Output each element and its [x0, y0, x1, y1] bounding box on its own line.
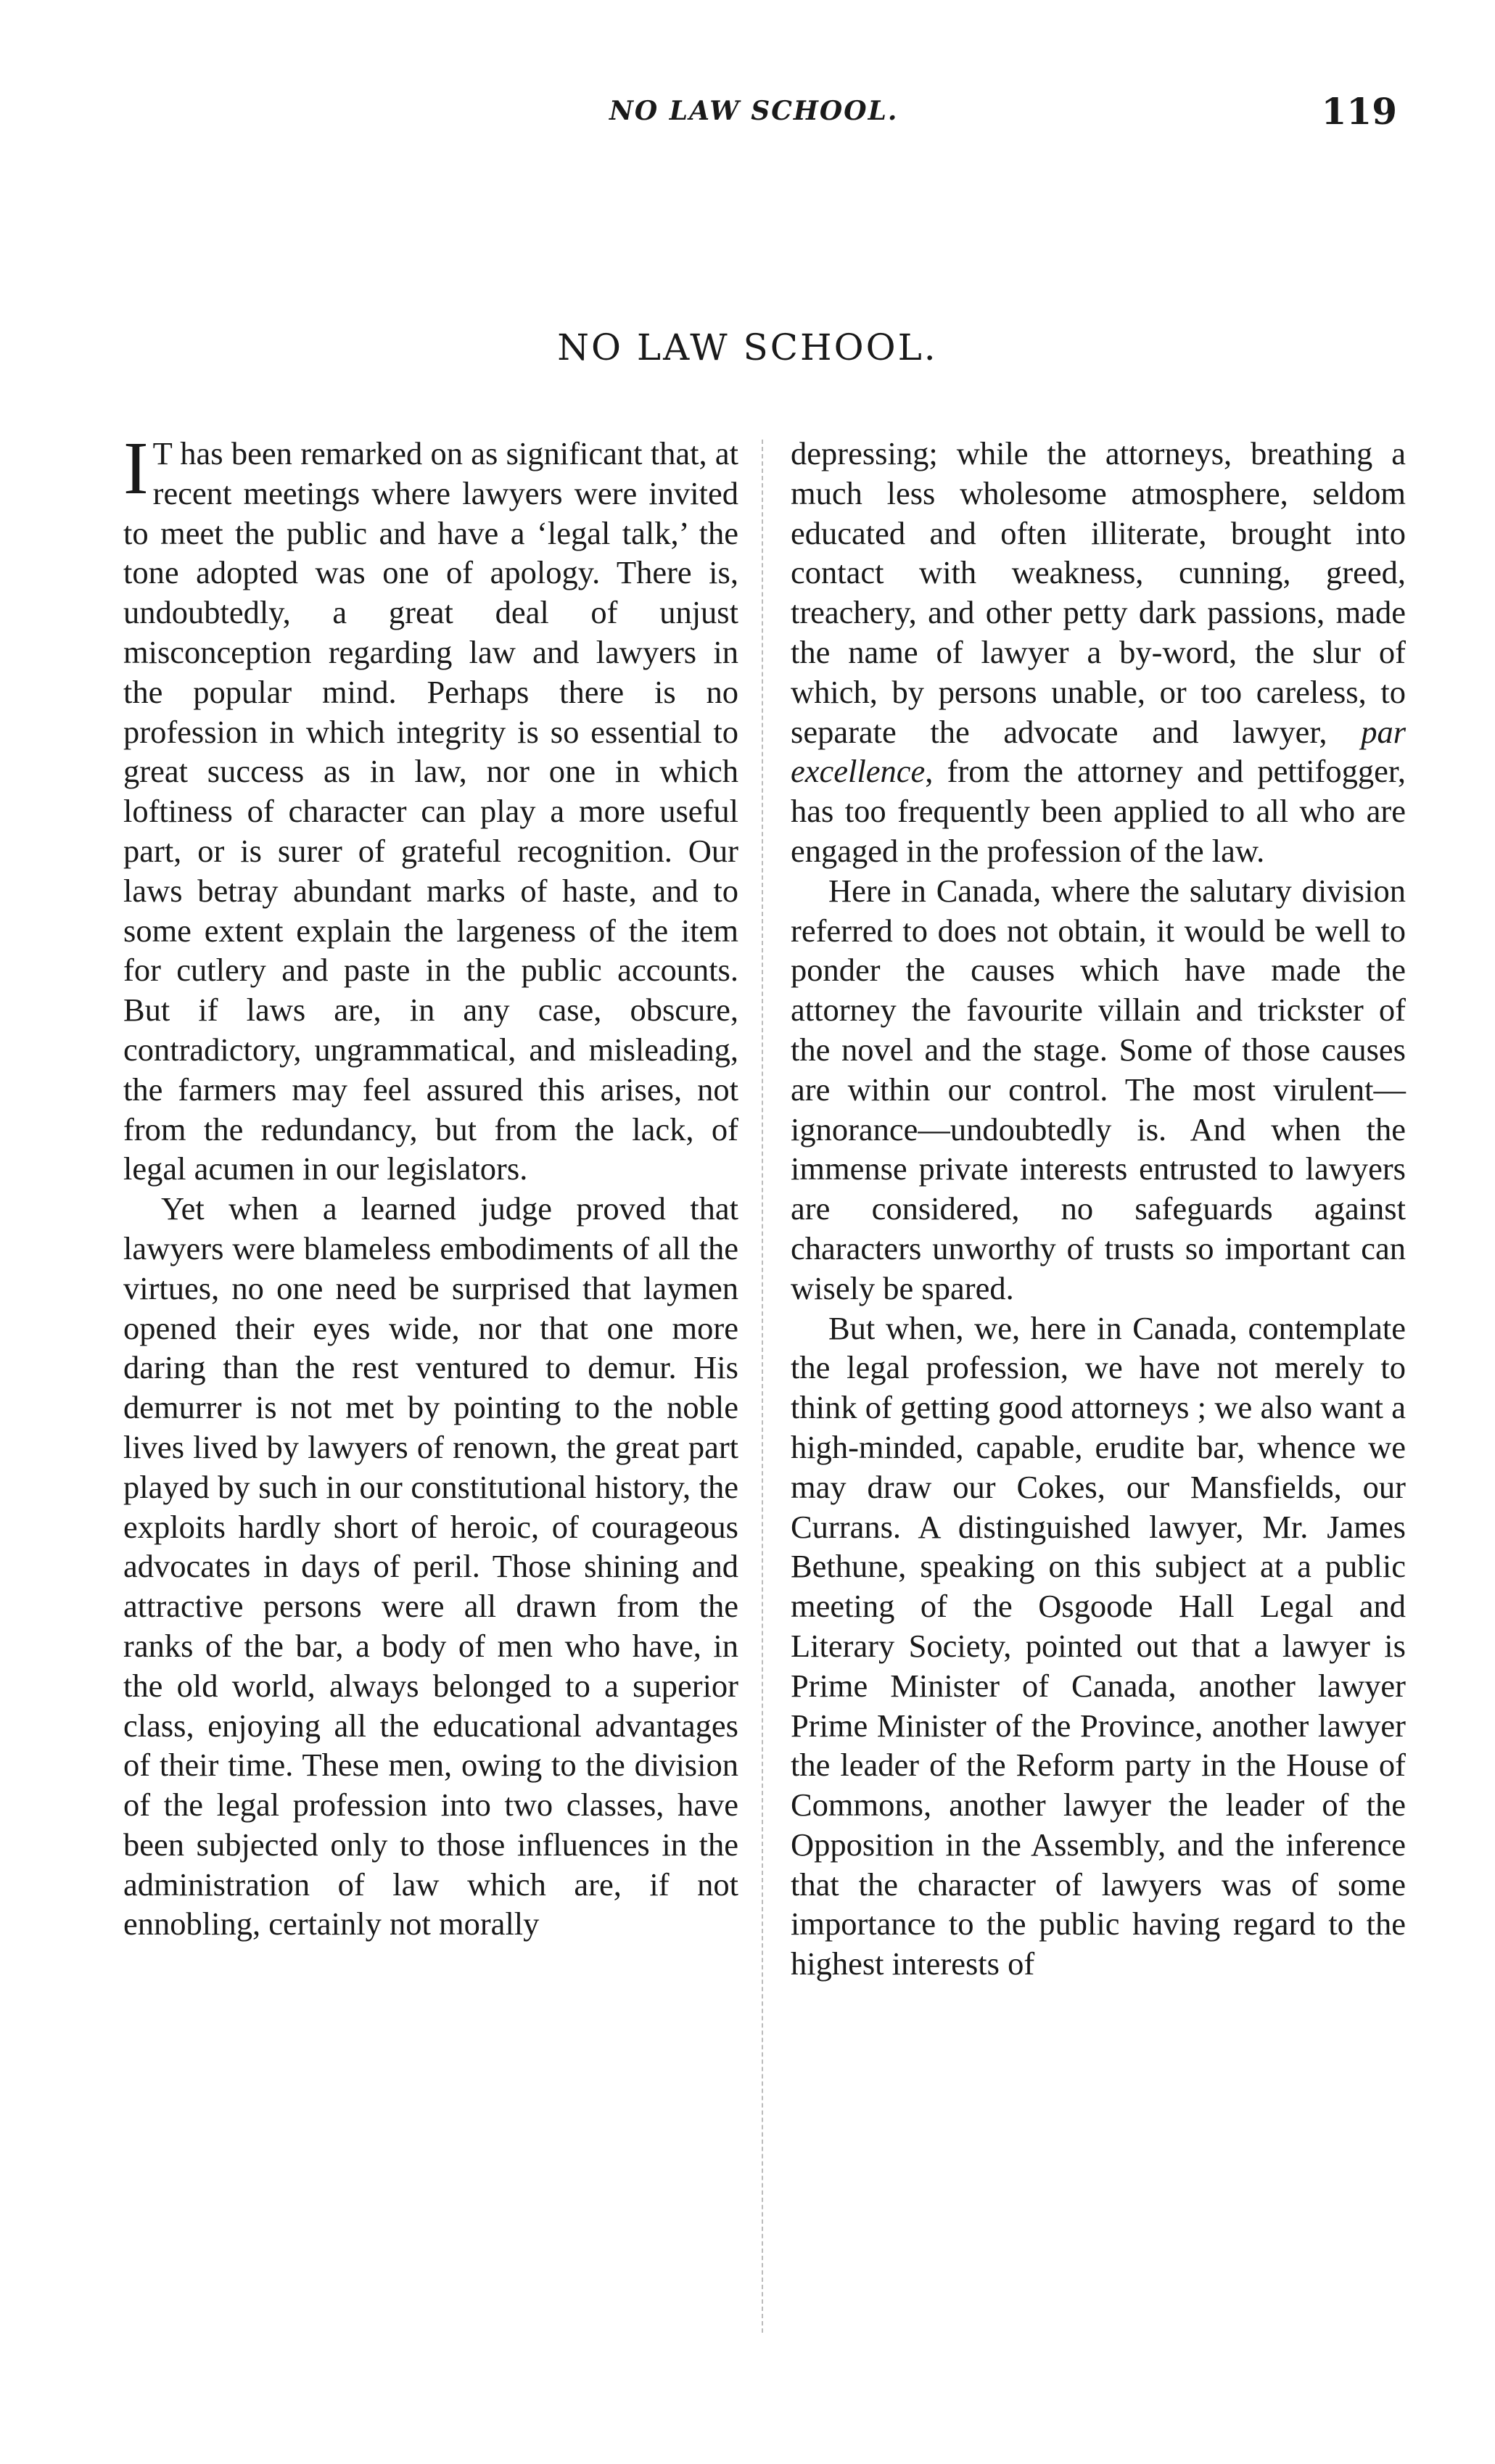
paragraph: But when, we, here in Canada, contemplate the legal profession, we have not merely to think of getting good attorneys ; we also want a high-minded, capable, erudite bar, whence we may draw our Cokes, our Mansfields, our Currans. A distinguished lawyer, Mr. James Bethune, speaking on this subject at a public meeting of the Osgoode Hall Legal and Literary Society, pointed out that a lawyer is Prime Minister of Canada, another lawyer Prime Minister of the Province, another lawyer the leader of the Reform party in the House of Commons, another lawyer the leader of the Opposition in the Assembly, and the inference that the character of lawyers was of some importance to the public having regard to the highest interests of	[791, 1309, 1406, 1982]
article-title: NO LAW SCHOOL.	[557, 326, 938, 368]
paragraph: Yet when a learned judge proved that lawyers were blameless embodiments of all the virtues, no one need be surprised that laymen opened their eyes wide, nor that one more daring than the rest ventured to demur. His demurrer is not met by pointing to the noble lives lived by lawyers of renown, the great part played by such in our constitutional history, the exploits hardly short of heroic, of courageous advocates in days of peril. Those shining and attractive persons were all drawn from the ranks of the bar, a body of men who have, in the old world, always belonged to a superior class, enjoying all the educational advantages of their time. These men, owing to the division of the legal profession into two classes, have been subjected only to those influences in the administration of law which are, if not ennobling, certainly not morally	[123, 1190, 738, 1942]
right-column	[791, 434, 1406, 1984]
paragraph-text: , from the attorney and pettifogger, has too frequently been applied to all who are engaged in the profession of the law.	[791, 753, 1406, 869]
running-head	[0, 90, 1495, 139]
paragraph-text: depressing; while the attorneys, breathing a much less wholesome atmosphere, seldom educated and often illiterate, brought into contact with weakness, cunning, greed, treachery, and other petty dark passions, made the name of lawyer a by-word, the slur of which, by persons unable, or too careless, to separate the advocate and lawyer,	[791, 435, 1406, 750]
paragraph	[123, 427, 738, 1189]
page-number: 119	[1321, 90, 1397, 133]
drop-cap: I	[123, 427, 149, 510]
column-divider	[762, 440, 763, 2333]
left-column	[123, 427, 738, 1944]
paragraph: Here in Canada, where the salutary division referred to does not obtain, it would be well to ponder the causes which have made the attorney the favourite villain and trickster of the novel and the stage. Some of those causes are within our control. The most virulent—ignorance—undoubtedly is. And when the immense private interests entrusted to lawyers are considered, no safeguards against characters unworthy of trusts so important can wisely be spared.	[791, 872, 1406, 1306]
italic-phrase: par excellence	[791, 713, 1407, 790]
running-title: NO LAW SCHOOL.	[609, 96, 899, 126]
paragraph	[791, 434, 1406, 871]
paragraph-text: T has been remarked on as significant that, at recent meetings where lawyers were invited to meet the public and have a ‘legal talk,’ the tone adopted was one of apology. There is, undoubtedly, a great deal of unjust misconception regarding law and lawyers in the popular mind. Perhaps there is no profession in which integrity is so essential to great success as in law, nor one in which loftiness of character can play a more useful part, or is surer of grateful recognition. Our laws betray abundant marks of haste, and to some extent explain the largeness of the item for cutlery and paste in the public accounts. But if laws are, in any case, obscure, contradictory, ungrammatical, and misleading, the farmers may feel assured this arises, not from the redundancy, but from the lack, of legal acumen in our legislators.	[123, 435, 738, 1187]
